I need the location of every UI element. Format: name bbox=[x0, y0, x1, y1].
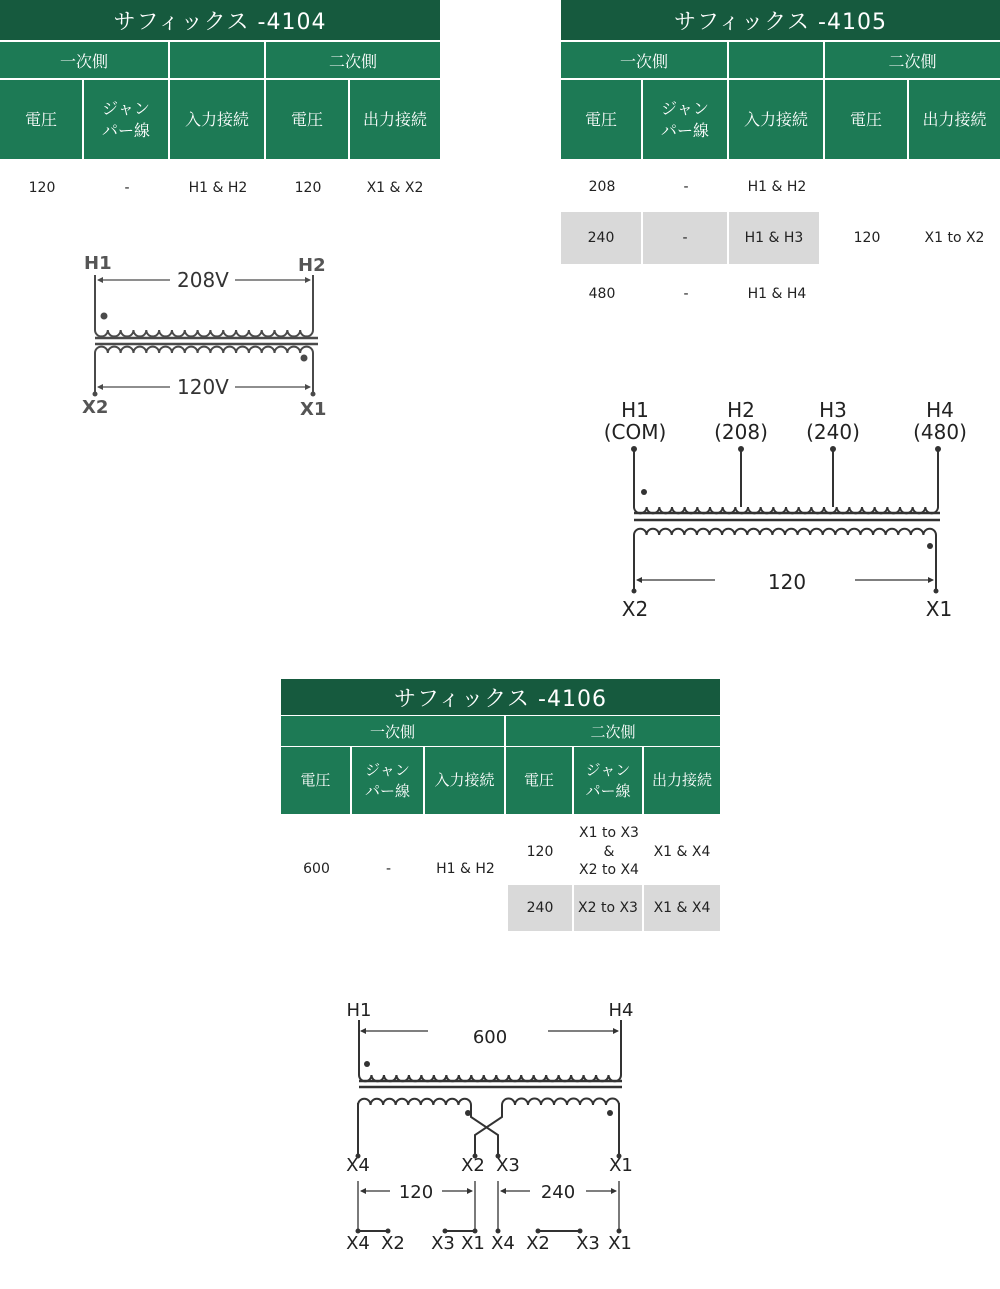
terminal-x2: X2 bbox=[526, 1233, 550, 1254]
col-output-conn: 出力接続 bbox=[909, 80, 1000, 159]
cell: - bbox=[683, 179, 689, 195]
col-output-conn: 出力接続 bbox=[350, 80, 440, 159]
cell: X2 to X3 bbox=[574, 885, 644, 931]
col-out-voltage: 電圧 bbox=[825, 80, 909, 159]
cell: 240 bbox=[508, 885, 574, 931]
terminal-x1: X1 bbox=[609, 1155, 633, 1176]
primary-header: 一次側 bbox=[281, 716, 506, 746]
cell: 208 bbox=[588, 179, 616, 195]
cell: 120 bbox=[294, 180, 322, 196]
cell: X1 to X3 & X2 to X4 bbox=[579, 824, 639, 879]
cell: 600 bbox=[303, 861, 330, 877]
cell: H1 & H2 bbox=[436, 861, 495, 877]
wiring-diagram-4105 bbox=[595, 395, 975, 625]
table-4105 bbox=[561, 0, 1000, 320]
secondary-header: 二次側 bbox=[506, 716, 720, 746]
secondary-header: 二次側 bbox=[825, 42, 1000, 78]
terminal-h4: H4 bbox=[926, 398, 954, 422]
col-jumper: ジャン パー線 bbox=[352, 747, 425, 814]
primary-voltage: 208V bbox=[177, 268, 229, 292]
secondary-voltage: 120V bbox=[177, 375, 229, 399]
terminal-x3: X3 bbox=[496, 1155, 520, 1176]
cell: 120 bbox=[526, 844, 554, 860]
voltage-240: 240 bbox=[540, 1182, 576, 1203]
terminal-h4: H4 bbox=[608, 1000, 634, 1021]
terminal-h4-note: (480) bbox=[913, 420, 967, 444]
col-jumper: ジャン パー線 bbox=[84, 80, 170, 159]
terminal-x2: X2 bbox=[82, 397, 109, 418]
col-voltage: 電圧 bbox=[0, 80, 84, 159]
primary-voltage: 600 bbox=[472, 1027, 508, 1048]
terminal-x2: X2 bbox=[381, 1233, 405, 1254]
cell: - bbox=[643, 212, 729, 264]
terminal-h2: H2 bbox=[727, 398, 755, 422]
primary-header: 一次側 bbox=[0, 42, 170, 78]
terminal-h1-note: (COM) bbox=[603, 420, 667, 444]
cell: - bbox=[385, 861, 392, 877]
table-title: サフィックス -4106 bbox=[281, 679, 720, 715]
terminal-h1: H1 bbox=[346, 1000, 372, 1021]
blank-header bbox=[729, 42, 825, 78]
table-title: サフィックス -4104 bbox=[0, 0, 440, 40]
blank-header bbox=[170, 42, 266, 78]
terminal-x4: X4 bbox=[491, 1233, 515, 1254]
cell: X1 & X4 bbox=[653, 844, 711, 860]
terminal-h2-note: (208) bbox=[714, 420, 768, 444]
cell: H1 & H2 bbox=[747, 179, 807, 195]
cell: 120 bbox=[853, 230, 881, 246]
col-output-conn: 出力接続 bbox=[644, 747, 720, 814]
col-jumper: ジャン パー線 bbox=[643, 80, 729, 159]
cell: X1 to X2 bbox=[924, 230, 985, 246]
wiring-diagram-4104 bbox=[70, 245, 340, 425]
col-input-conn: 入力接続 bbox=[170, 80, 266, 159]
terminal-x3: X3 bbox=[576, 1233, 600, 1254]
cell: H1 & H2 bbox=[188, 180, 248, 196]
cell: X1 & X2 bbox=[366, 180, 424, 196]
terminal-h1: H1 bbox=[84, 253, 112, 274]
voltage-120: 120 bbox=[398, 1182, 434, 1203]
table-title: サフィックス -4105 bbox=[561, 0, 1000, 40]
terminal-x1: X1 bbox=[925, 597, 953, 621]
col-input-conn: 入力接続 bbox=[729, 80, 825, 159]
terminal-x2: X2 bbox=[461, 1155, 485, 1176]
col-input-conn: 入力接続 bbox=[425, 747, 506, 814]
terminal-x2: X2 bbox=[621, 597, 649, 621]
cell: H1 & H3 bbox=[729, 212, 819, 264]
col-voltage: 電圧 bbox=[561, 80, 643, 159]
terminal-x1: X1 bbox=[300, 399, 327, 420]
terminal-x4: X4 bbox=[346, 1155, 370, 1176]
col-out-voltage: 電圧 bbox=[506, 747, 574, 814]
secondary-header: 二次側 bbox=[266, 42, 440, 78]
terminal-x1: X1 bbox=[608, 1233, 632, 1254]
terminal-h3: H3 bbox=[819, 398, 847, 422]
primary-header: 一次側 bbox=[561, 42, 729, 78]
terminal-x3: X3 bbox=[431, 1233, 455, 1254]
cell: - bbox=[124, 180, 130, 196]
wiring-diagram-4106 bbox=[330, 995, 660, 1260]
cell: 120 bbox=[28, 180, 56, 196]
cell: H1 & H4 bbox=[747, 286, 807, 302]
terminal-x4: X4 bbox=[346, 1233, 370, 1254]
terminal-x1: X1 bbox=[461, 1233, 485, 1254]
secondary-voltage: 120 bbox=[767, 570, 807, 594]
terminal-h2: H2 bbox=[298, 255, 326, 276]
col-out-jumper: ジャン パー線 bbox=[574, 747, 644, 814]
cell: 480 bbox=[588, 286, 616, 302]
terminal-h3-note: (240) bbox=[806, 420, 860, 444]
cell: - bbox=[683, 286, 689, 302]
cell: X1 & X4 bbox=[644, 885, 720, 931]
col-voltage: 電圧 bbox=[281, 747, 352, 814]
col-out-voltage: 電圧 bbox=[266, 80, 350, 159]
terminal-h1: H1 bbox=[621, 398, 649, 422]
table-4106 bbox=[281, 679, 720, 934]
table-4104 bbox=[0, 0, 440, 210]
cell: 240 bbox=[561, 212, 643, 264]
